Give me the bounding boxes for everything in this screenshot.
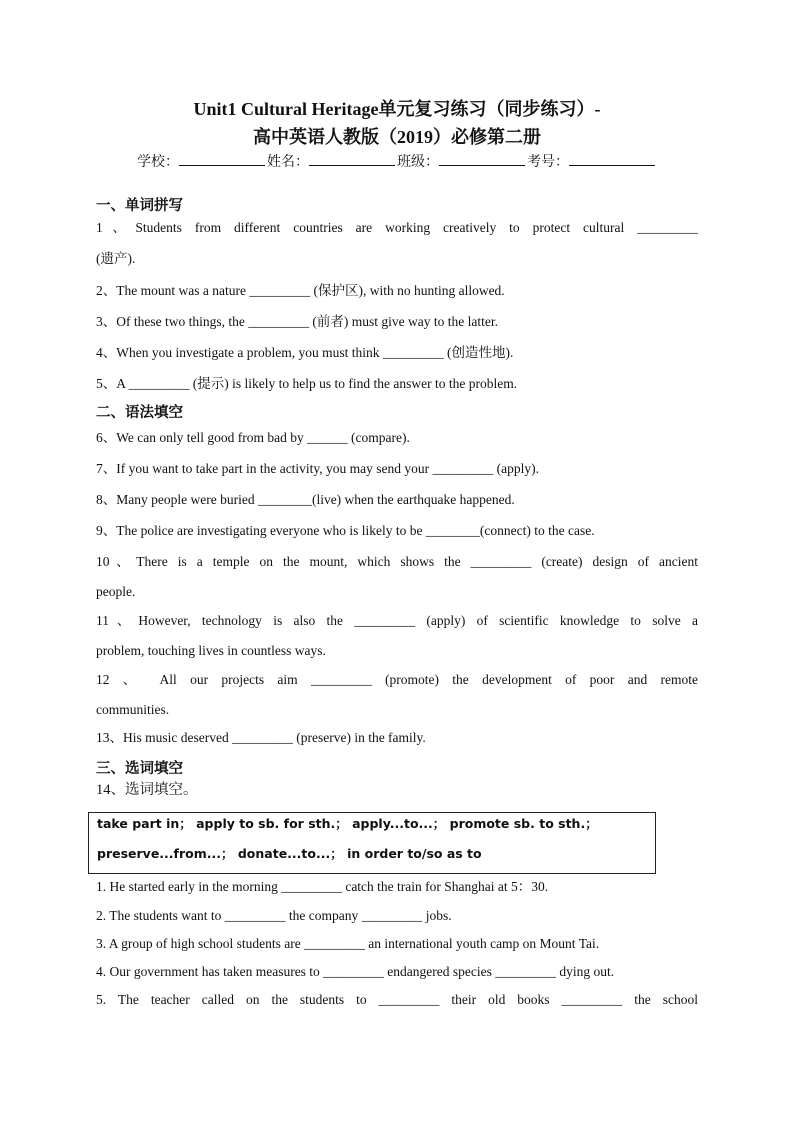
class-blank[interactable] (439, 152, 525, 166)
question-14: 14、选词填空。 (96, 782, 198, 798)
question-11-cont: problem, touching lives in countless ways. (96, 643, 326, 658)
word-bank-row-2: preserve...from...； donate...to...； in order to/so as to (97, 846, 482, 861)
question-8: 8、Many people were buried ________(live) when the earthquake happened. (96, 492, 515, 507)
school-blank[interactable] (179, 152, 265, 166)
document-title-line2: 高中英语人教版（2019）必修第二册 (253, 127, 541, 147)
question-12: 12 、 All our projects aim _________ (promote) the development of poor and remote (96, 672, 698, 687)
question-1: 1、Students from different countries are working creatively to protect cultural _________ (96, 220, 698, 235)
word-bank-row-1: take part in； apply to sb. for sth.； apply...to...； promote sb. to sth.； (97, 816, 598, 831)
question-6: 6、We can only tell good from bad by ______ (compare). (96, 430, 410, 445)
fill-sentence-1: 1. He started early in the morning _________ catch the train for Shanghai at 5：30. (96, 879, 549, 894)
name-label: 姓名： (267, 155, 309, 170)
question-12-cont: communities. (96, 702, 170, 717)
question-1-cont: (遗产). (96, 251, 136, 266)
question-7: 7、If you want to take part in the activity, you may send your _________ (apply). (96, 461, 540, 476)
school-label: 学校： (137, 155, 179, 170)
question-3: 3、Of these two things, the _________ (前者) must give way to the latter. (96, 314, 498, 329)
section-heading-grammar: 二、语法填空 (96, 405, 183, 421)
exam-number-blank[interactable] (569, 152, 655, 166)
section-heading-spelling: 一、单词拼写 (96, 198, 183, 214)
question-13: 13、His music deserved _________ (preserve) in the family. (96, 730, 426, 745)
document-title-line1: Unit1 Cultural Heritage单元复习练习（同步练习）- (193, 99, 601, 119)
question-9: 9、The police are investigating everyone who is likely to be ________(connect) to the case. (96, 523, 595, 538)
fill-sentence-2: 2. The students want to _________ the company _________ jobs. (96, 908, 452, 923)
fill-sentence-4: 4. Our government has taken measures to _________ endangered species _________ dying out. (96, 964, 615, 979)
student-info-row (0, 152, 794, 173)
question-10-cont: people. (96, 584, 136, 599)
word-bank-box (88, 812, 656, 874)
exam-number-label: 考号： (527, 155, 569, 170)
name-blank[interactable] (309, 152, 395, 166)
section-heading-word-choice: 三、选词填空 (96, 761, 183, 777)
question-2: 2、The mount was a nature _________ (保护区), with no hunting allowed. (96, 283, 505, 298)
fill-sentence-3: 3. A group of high school students are _________ an international youth camp on Mount Tai. (96, 936, 600, 951)
class-label: 班级： (397, 155, 439, 170)
fill-sentence-5: 5. The teacher called on the students to _________ their old books _________ the school (96, 992, 698, 1007)
question-11: 11、However, technology is also the _________ (apply) of scientific knowledge to solve a (96, 613, 698, 628)
question-5: 5、A _________ (提示) is likely to help us to find the answer to the problem. (96, 376, 518, 391)
question-10: 10、There is a temple on the mount, which shows the _________ (create) design of ancient (96, 554, 698, 569)
question-4: 4、When you investigate a problem, you must think _________ (创造性地). (96, 345, 514, 360)
